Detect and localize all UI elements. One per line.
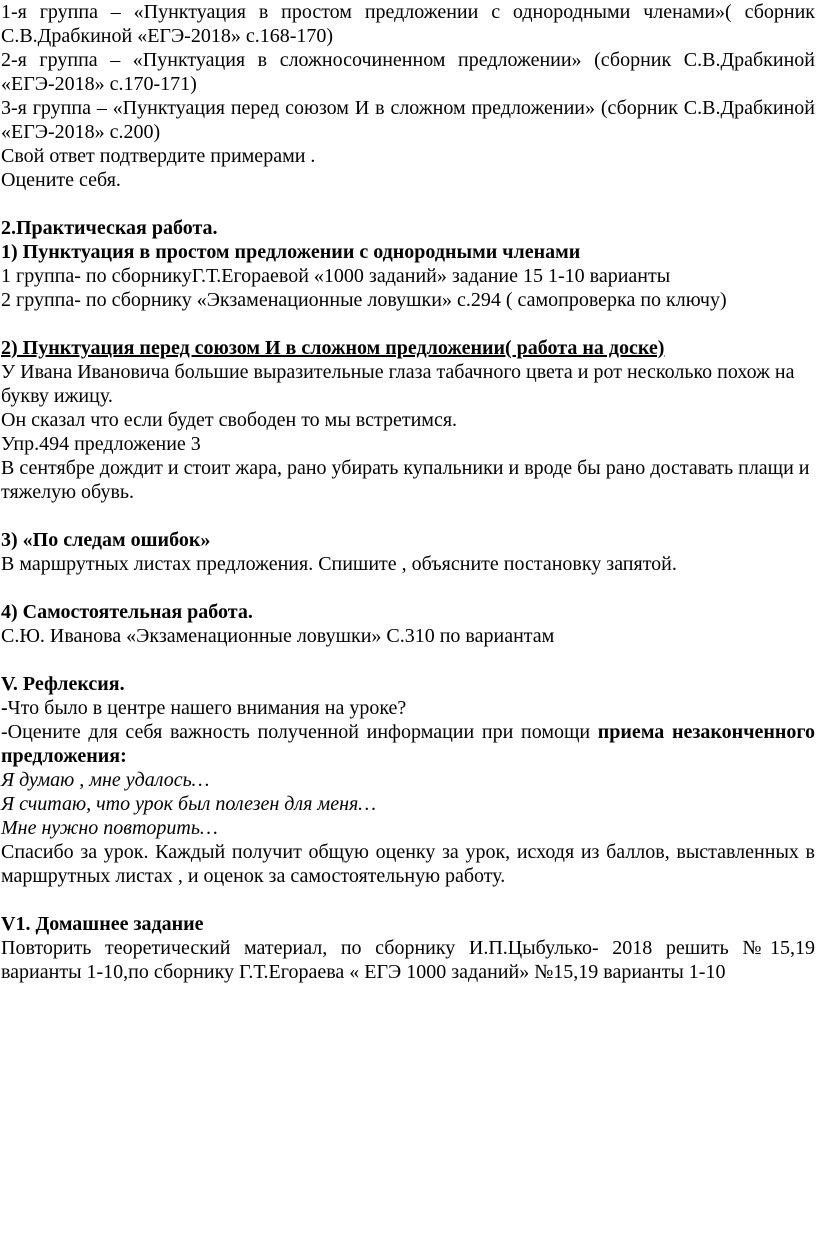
reflection-question-2 (1, 720, 815, 768)
reflection-question-1-text: Что было в центре нашего внимания на уроке? (7, 697, 407, 719)
section-1-title: 1) Пунктуация в простом предложении с однородными членами (1, 241, 581, 263)
section-2-line-2: Он сказал что если будет свободен то мы встретимся. (1, 409, 458, 431)
section-3-line-1: В маршрутных листах предложения. Спишите , объясните постановку запятой. (1, 553, 677, 575)
blank-line (1, 312, 815, 336)
self-rate-instruction: Оцените себя. (1, 169, 121, 191)
practical-heading: 2.Практическая работа. (1, 217, 218, 239)
section-4-line-1: С.Ю. Иванова «Экзаменационные ловушки» С.310 по вариантам (1, 625, 555, 647)
blank-line (1, 648, 815, 672)
blank-line (1, 576, 815, 600)
group-2-task: 2-я группа – «Пунктуация в сложносочиненном предложении» (сборник С.В.Драбкиной «ЕГЭ-2018» с.170-171) (1, 49, 815, 95)
section-2-line-3: Упр.494 предложение 3 (1, 433, 201, 455)
thanks-text: Спасибо за урок. Каждый получит общую оценку за урок, исходя из баллов, выставленных в маршрутных листах , и оценок за самостоятельную работу. (1, 841, 815, 887)
section-2-line-1: У Ивана Ивановича большие выразительные глаза табачного цвета и рот несколько похож на букву ижицу. (1, 361, 795, 407)
reflection-phrase-1: Я думаю , мне удалось… (1, 769, 210, 791)
blank-line (1, 504, 815, 528)
section-3-title: 3) «По следам ошибок» (1, 529, 211, 551)
section-4-title: 4) Самостоятельная работа. (1, 601, 253, 623)
homework-heading: V1. Домашнее задание (1, 913, 204, 935)
group-3-task: 3-я группа – «Пунктуация перед союзом И в сложном предложении» (сборник С.В.Драбкиной «ЕГЭ-2018» с.200) (1, 97, 815, 143)
group-1-task: 1-я группа – «Пунктуация в простом предложении с однородными членами»( сборник С.В.Драбкиной «ЕГЭ-2018» с.168-170) (1, 1, 815, 47)
reflection-question-2-bold: приема незаконченного предложения: (1, 721, 815, 767)
blank-line (1, 192, 815, 216)
section-1-line-1: 1 группа- по сборникуГ.Т.Егораевой «1000 заданий» задание 15 1-10 варианты (1, 265, 671, 287)
section-2-line-4: В сентябре дождит и стоит жара, рано убирать купальники и вроде бы рано доставать плащи и тяжелую обувь. (1, 457, 810, 503)
reflection-phrase-2: Я считаю, что урок был полезен для меня… (1, 793, 377, 815)
reflection-dash: - (1, 697, 8, 719)
homework-text: Повторить теоретический материал, по сборнику И.П.Цыбулько- 2018 решить №15,19 варианты 1-10,по сборнику Г.Т.Егораева « ЕГЭ 1000 заданий» №15,19 варианты 1-10 (1, 937, 815, 983)
reflection-question-1 (1, 696, 815, 720)
section-2-title: 2) Пунктуация перед союзом И в сложном предложении( работа на доске) (1, 337, 665, 359)
document-page (1, 0, 815, 984)
confirm-instruction: Свой ответ подтвердите примерами . (1, 145, 316, 167)
reflection-heading: V. Рефлексия. (1, 673, 125, 695)
reflection-phrase-3: Мне нужно повторить… (1, 817, 218, 839)
blank-line (1, 888, 815, 912)
reflection-question-2-text: -Оцените для себя важность полученной информации при помощи (1, 721, 598, 743)
section-1-line-2: 2 группа- по сборнику «Экзаменационные ловушки» с.294 ( самопроверка по ключу) (1, 289, 727, 311)
